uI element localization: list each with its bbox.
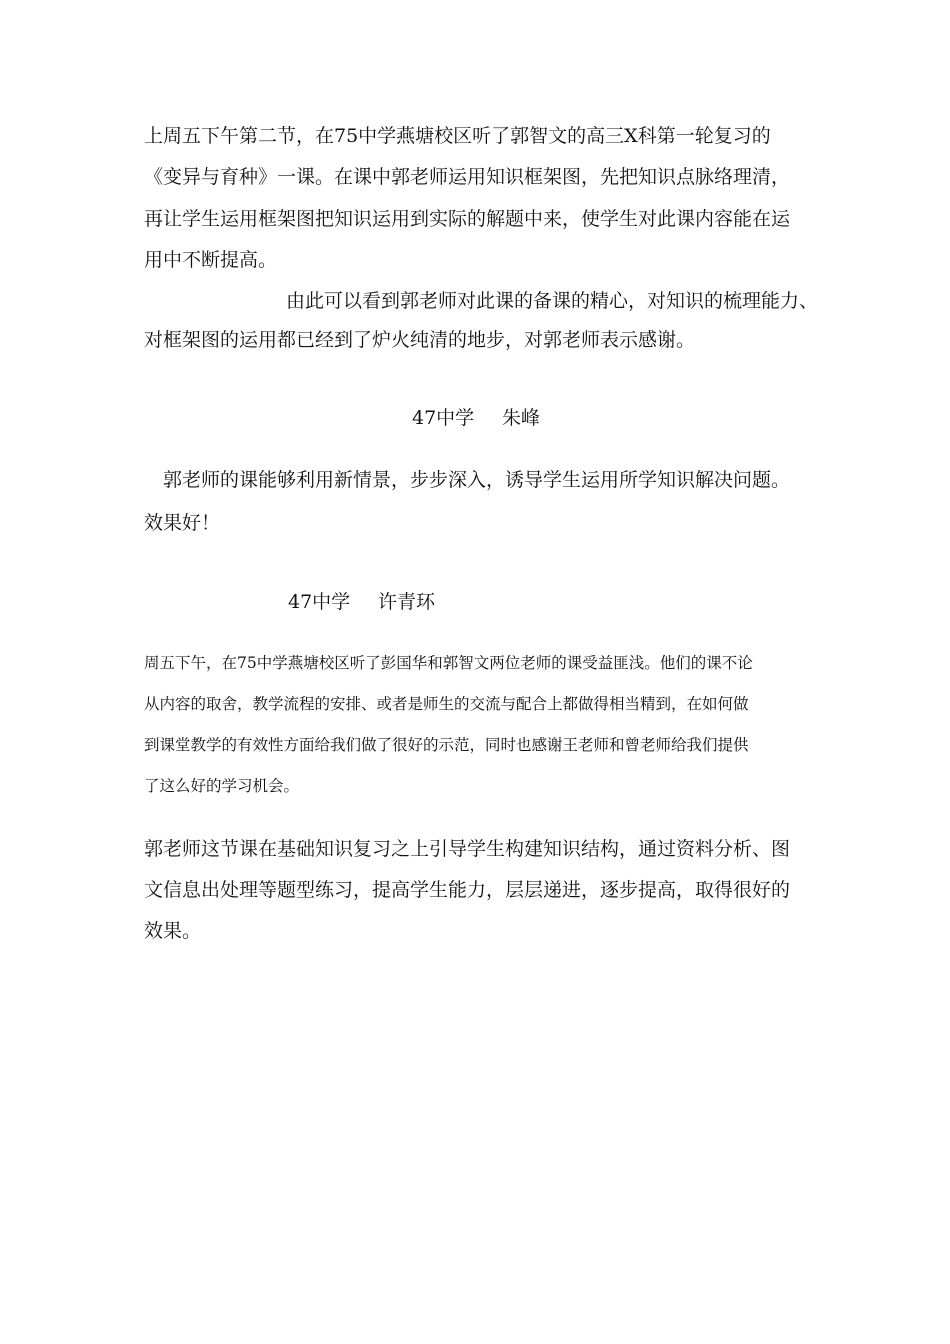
signature-2-name: 许青环: [378, 591, 436, 613]
signature-1-school: 47中学: [412, 407, 475, 429]
paragraph-5-line-3: 效果。: [144, 920, 202, 942]
paragraph-1-line-4: 用中不断提高。: [144, 249, 278, 271]
paragraph-5-line-2: 文信息出处理等题型练习，提高学生能力，层层递进，逐步提高，取得很好的: [144, 879, 791, 901]
paragraph-4-line-1: 周五下午，在75中学燕塘校区听了彭国华和郭智文两位老师的课受益匪浅。他们的课不论: [144, 654, 753, 672]
paragraph-2-line-2: 对框架图的运用都已经到了炉火纯清的地步，对郭老师表示感谢。: [144, 329, 696, 351]
paragraph-3-line-2: 效果好！: [144, 512, 221, 534]
paragraph-4-line-4: 了这么好的学习机会。: [144, 777, 300, 795]
paragraph-3-line-1: 郭老师的课能够利用新情景，步步深入，诱导学生运用所学知识解决问题。: [163, 469, 791, 491]
paragraph-2-line-1: 由此可以看到郭老师对此课的备课的精心，对知识的梳理能力、: [286, 290, 819, 312]
signature-2-school: 47中学: [288, 591, 351, 613]
paragraph-4-line-3: 到课堂教学的有效性方面给我们做了很好的示范，同时也感谢王老师和曾老师给我们提供: [144, 736, 749, 754]
signature-1-name: 朱峰: [502, 407, 541, 429]
paragraph-5-line-1: 郭老师这节课在基础知识复习之上引导学生构建知识结构，通过资料分析、图: [144, 838, 791, 860]
paragraph-1-line-3: 再让学生运用框架图把知识运用到实际的解题中来，使学生对此课内容能在运: [144, 208, 791, 230]
paragraph-4-line-2: 从内容的取舍，教学流程的安排、或者是师生的交流与配合上都做得相当精到，在如何做: [144, 695, 749, 713]
paragraph-1-line-1: 上周五下午第二节，在75中学燕塘校区听了郭智文的高三X科第一轮复习的: [144, 125, 771, 147]
paragraph-1-line-2: 《变异与育种》一课。在课中郭老师运用知识框架图，先把知识点脉络理清，: [144, 166, 791, 188]
